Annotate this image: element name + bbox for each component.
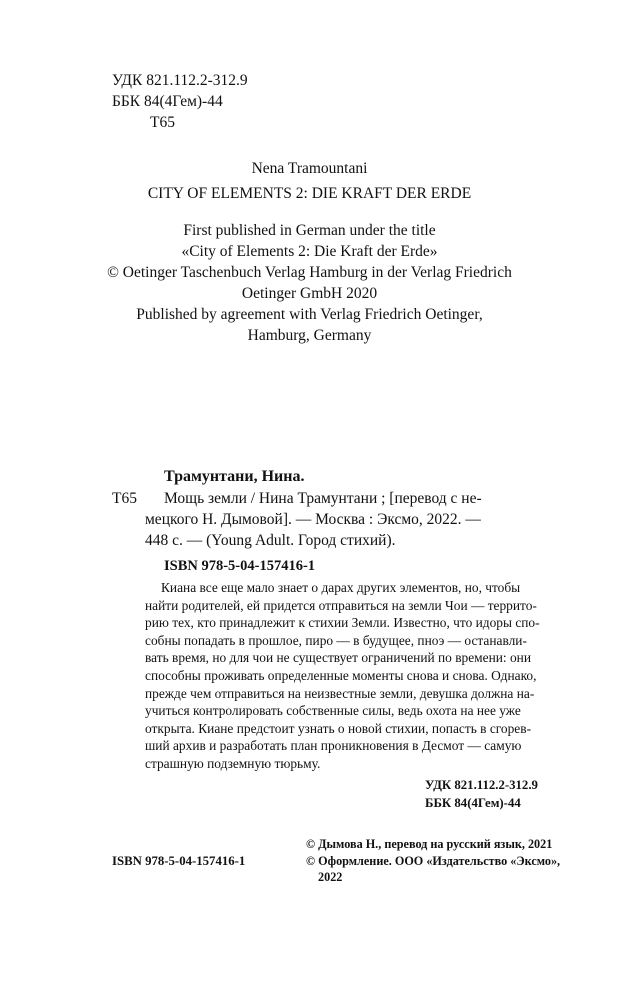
author-mark: Т65	[150, 114, 175, 131]
copyright-line: Hamburg, Germany	[247, 327, 372, 344]
annotation-line: страшную подземную тюрьму.	[145, 756, 321, 771]
annotation-line: способны проживать определенные моменты снова и снова. Однако,	[145, 668, 537, 683]
bbk-code: ББК 84(4Гем)-44	[112, 93, 223, 110]
annotation-line: Киана все еще мало знает о дарах других элементов, но, чтобы	[161, 580, 521, 595]
original-author: Nena Tramountani	[251, 160, 368, 177]
annotation-line: собны попадать в прошлое, пиро — в будущее, пноэ — останавли-	[145, 633, 527, 648]
design-copyright-year: 2022	[318, 870, 343, 884]
annotation-line: прежде чем отправиться на неизвестные земли, девушка должна на-	[145, 686, 535, 701]
annotation-line: вать время, но для чои не существует ограничений по времени: они	[145, 650, 532, 665]
udk-code: УДК 821.112.2-312.9	[112, 72, 248, 89]
copyright-line: «City of Elements 2: Die Kraft der Erde»	[181, 243, 438, 260]
record-isbn: ISBN 978-5-04-157416-1	[164, 558, 316, 574]
copyright-line: Oetinger GmbH 2020	[241, 285, 378, 302]
copyright-line: Published by agreement with Verlag Friedrich Oetinger,	[136, 306, 483, 323]
annotation-line: найти родителей, ей придется отправиться на земли Чои — террито-	[145, 598, 537, 613]
annotation-bbk: ББК 84(4Гем)-44	[425, 796, 521, 810]
annotation-udk: УДК 821.112.2-312.9	[425, 778, 538, 792]
footer-isbn: ISBN 978-5-04-157416-1	[112, 854, 246, 868]
translation-copyright: © Дымова Н., перевод на русский язык, 2021	[306, 837, 553, 851]
copyright-line: © Oetinger Taschenbuch Verlag Hamburg in der Verlag Friedrich	[107, 264, 512, 281]
record-heading: Трамунтани, Нина.	[164, 468, 305, 485]
copyright-line: First published in German under the title	[183, 222, 436, 239]
design-copyright: © Оформление. ООО «Издательство «Эксмо»,	[306, 854, 561, 868]
record-line: мецкого Н. Дымовой]. — Москва : Эксмо, 2022. —	[145, 511, 481, 528]
annotation-line: рию тех, кто принадлежит к стихии Земли. Известно, что идоры спо-	[145, 615, 540, 630]
annotation-line: ший архив и разработать план проникновения в Десмот — самую	[145, 738, 522, 753]
record-line: 448 с. — (Young Adult. Город стихий).	[145, 532, 396, 549]
annotation-line: открыта. Киане предстоит узнать о новой стихии, попасть в сгорев-	[145, 721, 532, 736]
record-author-mark: Т65	[112, 490, 137, 507]
annotation-line: учиться контролировать собственные силы, ведь охота на нее уже	[145, 703, 521, 718]
original-title: CITY OF ELEMENTS 2: DIE KRAFT DER ERDE	[147, 185, 472, 202]
record-line: Мощь земли / Нина Трамунтани ; [перевод с не-	[164, 490, 482, 507]
